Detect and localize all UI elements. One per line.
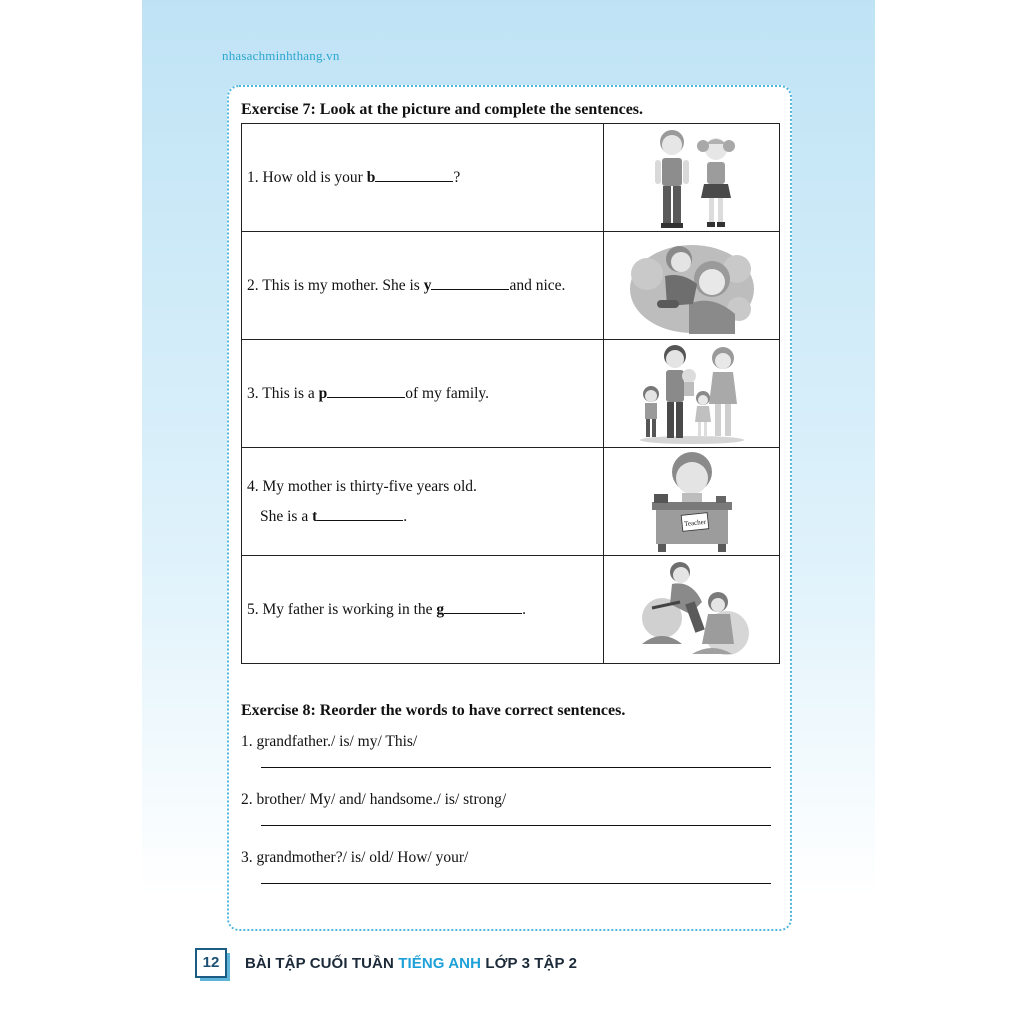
page-number: 12 (195, 948, 227, 978)
list-item: 3. grandmother?/ is/ old/ How/ your/ (241, 849, 469, 866)
exercise-7-table (241, 123, 780, 664)
exercise-8-title: Exercise 8: Reorder the words to have correct sentences. (241, 702, 626, 719)
two-children-icon (637, 126, 747, 230)
blank-line (317, 506, 403, 521)
exercise-7-title: Exercise 7: Look at the picture and complete the sentences. (241, 101, 644, 118)
book-page (142, 0, 875, 1017)
gardener-icon (632, 558, 752, 662)
book-title: BÀI TẬP CUỐI TUẦN TIẾNG ANH LỚP 3 TẬP 2 (245, 955, 578, 972)
table-row (242, 448, 780, 556)
mother-and-child-icon (627, 234, 757, 338)
question-cell: 2. This is my mother. She is y and nice. (242, 232, 604, 340)
picture-cell (604, 232, 780, 340)
question-cell: 4. My mother is thirty-five years old. She is a t . (242, 448, 604, 556)
blank-line (327, 383, 405, 398)
teacher-sign: Teacher (683, 517, 707, 528)
list-item: 1. grandfather./ is/ my/ This/ (241, 733, 418, 750)
answer-line[interactable] (261, 757, 771, 768)
family-icon (637, 342, 747, 446)
question-cell: 3. This is a p of my family. (242, 340, 604, 448)
exercise-8-list (241, 727, 781, 901)
teacher-icon (642, 450, 742, 554)
table-row (242, 340, 780, 448)
blank-line (375, 167, 453, 182)
picture-cell (604, 448, 780, 556)
question-cell: 1. How old is your b ? (242, 124, 604, 232)
blank-line (431, 275, 509, 290)
table-row (242, 556, 780, 664)
picture-cell (604, 340, 780, 448)
exercise-card (227, 85, 792, 931)
picture-cell (604, 124, 780, 232)
question-cell: 5. My father is working in the g . (242, 556, 604, 664)
blank-line (444, 599, 522, 614)
watermark: nhasachminhthang.vn (222, 48, 340, 63)
table-row (242, 124, 780, 232)
table-row (242, 232, 780, 340)
picture-cell (604, 556, 780, 664)
list-item: 2. brother/ My/ and/ handsome./ is/ strong/ (241, 791, 507, 808)
page-footer (195, 948, 795, 982)
answer-line[interactable] (261, 815, 771, 826)
answer-line[interactable] (261, 873, 771, 884)
